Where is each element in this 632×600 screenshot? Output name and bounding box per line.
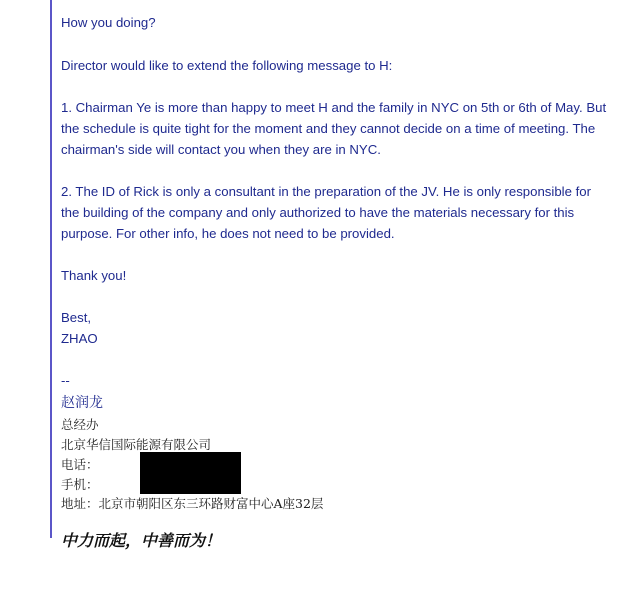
signature-address: 地址：北京市朝阳区东三环路财富中心A座32层 bbox=[61, 496, 324, 511]
signature-phone-label: 电话： bbox=[61, 457, 99, 472]
signature-slogan-cutoff: 中力而起，中善而为！ bbox=[61, 531, 222, 550]
signature-mobile-label: 手机： bbox=[61, 477, 99, 492]
signature-name: 赵润龙 bbox=[61, 395, 103, 411]
point2-line-1: 2. The ID of Rick is only a consultant in the preparation of the JV. He is only responsible for bbox=[61, 184, 591, 199]
sender-name: ZHAO bbox=[61, 331, 98, 346]
closing: Best, bbox=[61, 310, 92, 325]
point2-line-2: the building of the company and only authorized to have the materials necessary for this bbox=[61, 205, 575, 220]
signature-separator: -- bbox=[61, 373, 70, 388]
intro: Director would like to extend the following message to H: bbox=[61, 58, 393, 73]
point1-line-2: the schedule is quite tight for the moment and they cannot decide on a time of meeting. The bbox=[61, 121, 596, 136]
quote-bar bbox=[50, 0, 52, 538]
signature-department: 总经办 bbox=[61, 417, 99, 432]
greeting: How you doing? bbox=[61, 15, 156, 30]
signature-company: 北京华信国际能源有限公司 bbox=[61, 437, 212, 452]
quoted-email bbox=[50, 0, 632, 550]
redaction-block bbox=[140, 452, 241, 494]
point2-line-3: purpose. For other info, he does not need to be provided. bbox=[61, 226, 395, 241]
thanks: Thank you! bbox=[61, 268, 127, 283]
point1-line-3: chairman's side will contact you when they are in NYC. bbox=[61, 142, 381, 157]
point1-line-1: 1. Chairman Ye is more than happy to meet H and the family in NYC on 5th or 6th of May. But bbox=[61, 100, 607, 115]
